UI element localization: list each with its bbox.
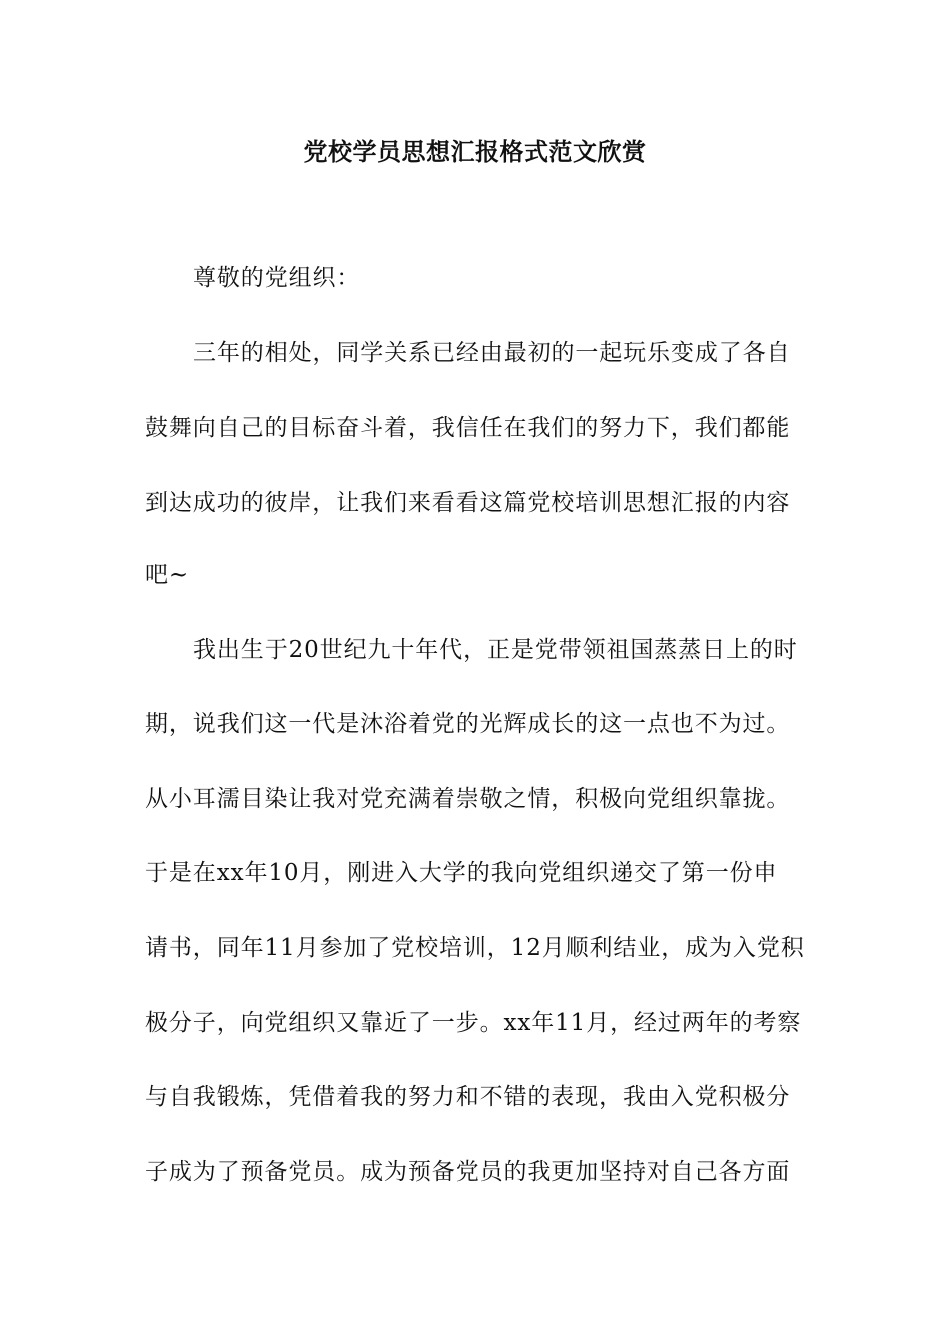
paragraph-1-line-3: 到达成功的彼岸，让我们来看看这篇党校培训思想汇报的内容: [145, 490, 791, 516]
paragraph-2-line-1: 我出生于20世纪九十年代，正是党带领祖国蒸蒸日上的时: [193, 637, 798, 663]
document-title: 党校学员思想汇报格式范文欣赏: [303, 137, 647, 166]
paragraph-2-line-6: 极分子，向党组织又靠近了一步。xx年11月，经过两年的考察: [145, 1010, 802, 1036]
paragraph-1-line-1: 三年的相处，同学关系已经由最初的一起玩乐变成了各自: [193, 340, 791, 366]
paragraph-2-line-3: 从小耳濡目染让我对党充满着崇敬之情，积极向党组织靠拢。: [145, 786, 791, 812]
paragraph-1-line-2: 鼓舞向自己的目标奋斗着，我信任在我们的努力下，我们都能: [145, 415, 791, 441]
paragraph-2-line-7: 与自我锻炼，凭借着我的努力和不错的表现，我由入党积极分: [145, 1084, 791, 1110]
paragraph-2-line-2: 期，说我们这一代是沐浴着党的光辉成长的这一点也不为过。: [145, 711, 791, 737]
paragraph-2-line-5: 请书，同年11月参加了党校培训，12月顺利结业，成为入党积: [145, 935, 805, 961]
paragraph-2-line-8: 子成为了预备党员。成为预备党员的我更加坚持对自己各方面: [145, 1159, 791, 1185]
paragraph-2-line-4: 于是在xx年10月，刚进入大学的我向党组织递交了第一份申: [145, 860, 778, 886]
paragraph-1-line-4: 吧~: [145, 562, 190, 588]
salutation: 尊敬的党组织：: [193, 265, 361, 291]
